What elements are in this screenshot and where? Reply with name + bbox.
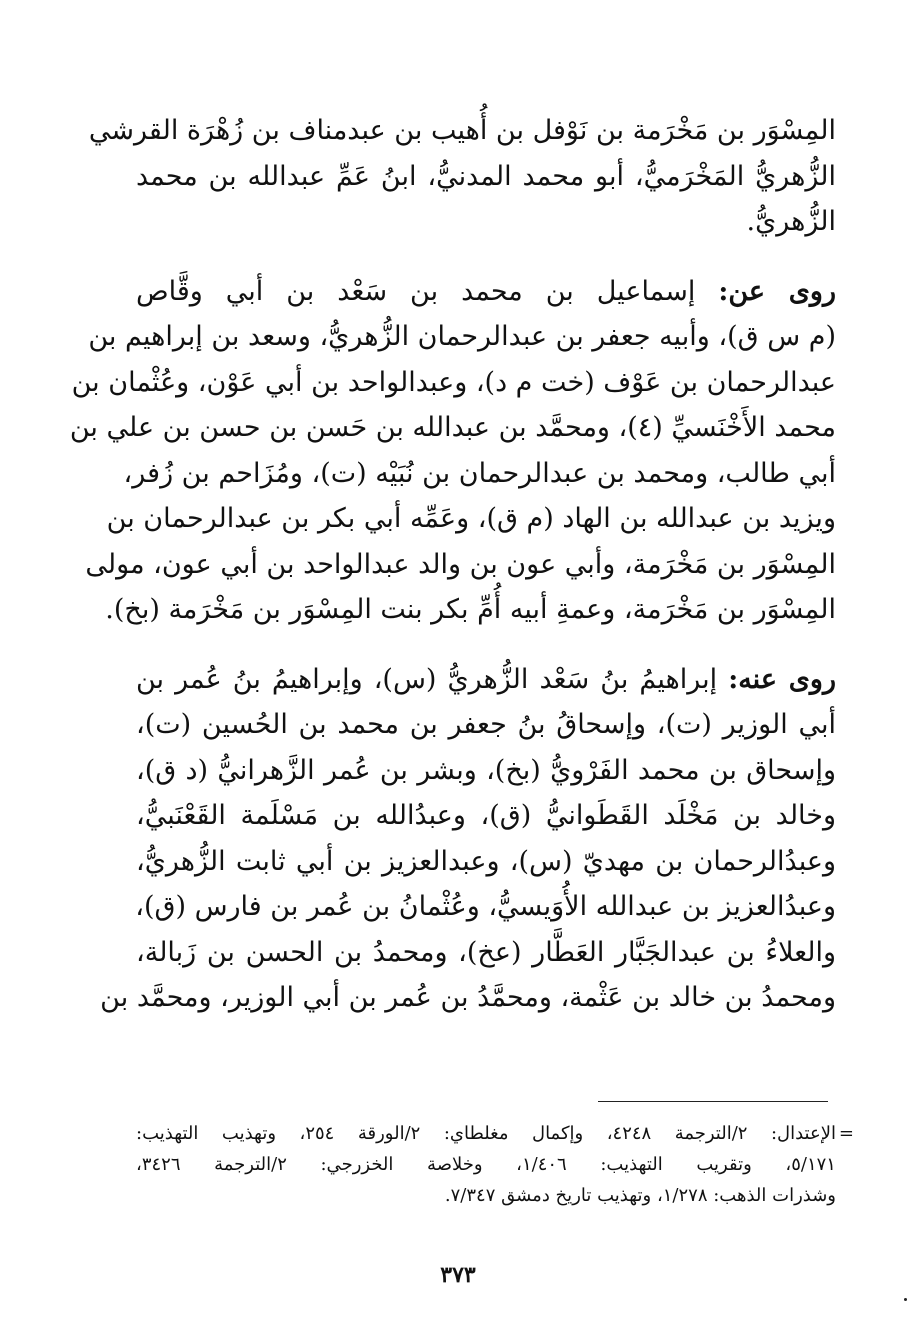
- text-line: وخالد بن مَخْلَد القَطَوانيُّ (ق)، وعبدُالله بن مَسْلَمة القَعْنَبيُّ،: [136, 800, 836, 831]
- text-line: وعبدُالرحمان بن مهديّ (س)، وعبدالعزيز بن أبي ثابت الزُّهريُّ،: [136, 845, 836, 877]
- entry-heading-paragraph: [88, 108, 836, 245]
- text-line: الزُّهريُّ.: [746, 206, 836, 237]
- footnote-continuation-marker: =: [838, 1123, 854, 1144]
- text-line: المِسْوَر بن مَخْرَمة بن نَوْفل بن أُهيب بن عبدمناف بن زُهْرَة القرشي: [88, 115, 836, 146]
- page-number: ٣٧٣: [440, 1262, 476, 1288]
- text-segment: إبراهيمُ بنُ سَعْد الزُّهريُّ (س)، وإبراهيمُ بنُ عُمر بن: [136, 663, 718, 695]
- text-line: أبي طالب، ومحمد بن عبدالرحمان بن نُبَيْه (ت)، ومُزَاحم بن زُفر،: [123, 457, 836, 489]
- narrated-by-label: روى عنه:: [728, 663, 837, 695]
- text-line: (م س ق)، وأبيه جعفر بن عبدالرحمان الزُّهريُّ، وسعد بن إبراهيم بن: [88, 321, 836, 352]
- text-line: وعبدُالعزيز بن عبدالله الأُوَيسيُّ، وعُثْمانُ بن عُمر بن فارس (ق)،: [135, 891, 836, 922]
- text-line: المِسْوَر بن مَخْرَمة، وأبي عون بن والد عبدالواحد بن أبي عون، مولى: [85, 548, 836, 580]
- footnote-line: ٥/١٧١، وتقريب التهذيب: ١/٤٠٦، وخلاصة الخزرجي: ٢/الترجمة ٣٤٢٦،: [136, 1154, 836, 1175]
- text-line: محمد الأَخْنَسيِّ (٤)، ومحمَّد بن عبدالله بن حَسن بن حسن بن علي بن: [69, 412, 836, 443]
- text-line: وإسحاق بن محمد الفَرْويُّ (بخ)، وبشر بن عُمر الزَّهرانيُّ (د ق)،: [136, 754, 836, 786]
- text-line: ويزيد بن عبدالله بن الهاد (م ق)، وعَمِّه أبي بكر بن عبدالرحمان بن: [106, 503, 836, 534]
- text-line: ومحمدُ بن خالد بن عَثْمة، ومحمَّدُ بن عُمر بن أبي الوزير، ومحمَّد بن: [100, 982, 836, 1013]
- main-text: [69, 108, 837, 1021]
- text-line: المِسْوَر بن مَخْرَمة، وعمةِ أبيه أُمِّ بكر بنت المِسْوَر بن مَخْرَمة (بخ).: [105, 594, 836, 625]
- text-line: [136, 269, 836, 315]
- narrated-from-paragraph: [69, 269, 836, 633]
- narrated-by-paragraph: [100, 657, 837, 1021]
- scan-speck: [904, 1298, 907, 1301]
- text-line: [136, 657, 836, 703]
- footnotes: [136, 1118, 854, 1211]
- text-segment: إسماعيل بن محمد بن سَعْد بن أبي وقَّاص: [136, 275, 696, 307]
- footnote-line: وشذرات الذهب: ١/٢٧٨، وتهذيب تاريخ دمشق ٧/٣٤٧.: [444, 1185, 836, 1206]
- footnote-separator: [598, 1101, 828, 1102]
- text-line: الزُّهريُّ المَخْرَميُّ، أبو محمد المدنيُّ، ابنُ عَمِّ عبدالله بن محمد: [136, 160, 836, 192]
- text-line: والعلاءُ بن عبدالجَبَّار العَطَّار (عخ)، ومحمدُ بن الحسن بن زَبالة،: [136, 936, 836, 968]
- narrated-from-label: روى عن:: [718, 275, 836, 307]
- footnote-line: الإعتدال: ٢/الترجمة ٤٢٤٨، وإكمال مغلطاي: ٢/الورقة ٢٥٤، وتهذيب التهذيب:: [136, 1123, 836, 1144]
- text-line: عبدالرحمان بن عَوْف (خت م د)، وعبدالواحد بن أبي عَوْن، وعُثْمان بن: [71, 366, 836, 398]
- text-line: أبي الوزير (ت)، وإسحاقُ بنُ جعفر بن محمد بن الحُسين (ت)،: [136, 709, 836, 740]
